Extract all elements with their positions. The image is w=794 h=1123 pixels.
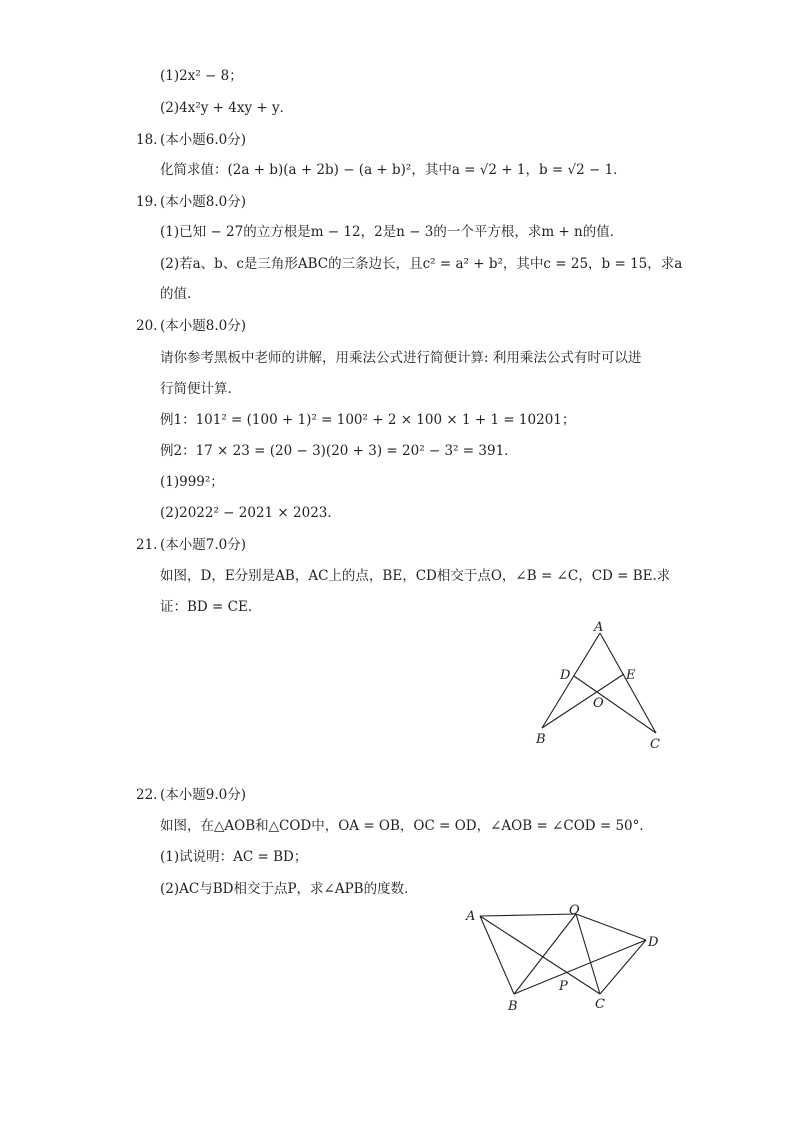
fig22-label-D: D [648,935,659,950]
fig22-label-P: P [559,979,568,994]
fig22-line-AC [480,916,600,994]
fig22-label-B: B [508,999,518,1014]
problem-21-number: 21. [136,537,158,553]
figure-22-triangles [460,900,670,1015]
problem-19-part-2-cont: 的值． [160,286,201,302]
fig22-line-AO [480,914,576,916]
problem-20-text: 请你参考黑板中老师的讲解，用乘法公式进行简便计算: 利用乘法公式有时可以进 [160,350,642,366]
fig22-label-O: O [569,903,580,918]
fig22-label-A: A [466,909,476,924]
problem-22-number: 22. [136,787,158,803]
fig21-label-A: A [594,620,604,635]
figure-21-triangle [530,618,670,753]
problem-21-text: 如图，D，E分别是AB，AC上的点，BE，CD相交于点O，∠B = ∠C，CD = BE.求 [160,568,671,584]
fig21-line-CD [574,676,656,733]
fig21-label-C: C [650,737,660,752]
fig22-line-CD [600,940,646,994]
problem-21-text-cont: 证：BD = CE． [160,599,262,615]
problem-22-part-2: (2)AC与BD相交于点P，求∠APB的度数． [160,881,418,897]
problem-20-part-2: (2)2022² − 2021 × 2023． [160,505,341,521]
problem-20-text-cont: 行简便计算． [160,381,241,397]
fig21-label-E: E [626,668,636,683]
problem-22-score: (本小题9.0分) [160,787,247,803]
problem-19-part-2: (2)若a、b、c是三角形ABC的三条边长，且c² = a² + b²，其中c = 25，b = 15，求a [160,256,683,272]
problem-20-example-1: 例1：101² = (100 + 1)² = 100² + 2 × 100 × 1 + 1 = 10201； [160,412,576,428]
problem-20-score: (本小题8.0分) [160,318,247,334]
fig22-line-OC [576,914,600,994]
fig22-label-C: C [595,997,605,1012]
fig21-line-AC [600,633,656,733]
fig21-label-D: D [560,668,571,683]
problem-18-number: 18. [136,132,158,148]
problem-17-part-2: (2)4x²y + 4xy + y． [160,100,294,116]
fig21-label-B: B [536,732,546,747]
problem-20-part-1: (1)999²； [160,474,224,490]
problem-22-text: 如图，在△AOB和△COD中，OA = OB，OC = OD，∠AOB = ∠COD = 50°． [160,818,653,834]
problem-19-score: (本小题8.0分) [160,194,247,210]
problem-19-part-1: (1)已知 − 27的立方根是m − 12，2是n − 3的一个平方根，求m + n的值． [160,224,624,240]
problem-19-number: 19. [136,194,158,210]
fig22-line-OD [576,914,646,940]
problem-20-number: 20. [136,318,158,334]
fig21-label-O: O [593,696,604,711]
problem-18-text: 化简求值：(2a + b)(a + 2b) − (a + b)²，其中a = √2 + 1，b = √2 − 1． [160,162,627,178]
problem-20-example-2: 例2：17 × 23 = (20 − 3)(20 + 3) = 20² − 3² = 391． [160,443,518,459]
fig21-line-AB [542,633,600,728]
problem-21-score: (本小题7.0分) [160,537,247,553]
fig22-line-BD [514,940,646,994]
problem-18-score: (本小题6.0分) [160,132,247,148]
problem-22-part-1: (1)试说明：AC = BD； [160,849,308,865]
problem-17-part-1: (1)2x² − 8； [160,68,243,84]
